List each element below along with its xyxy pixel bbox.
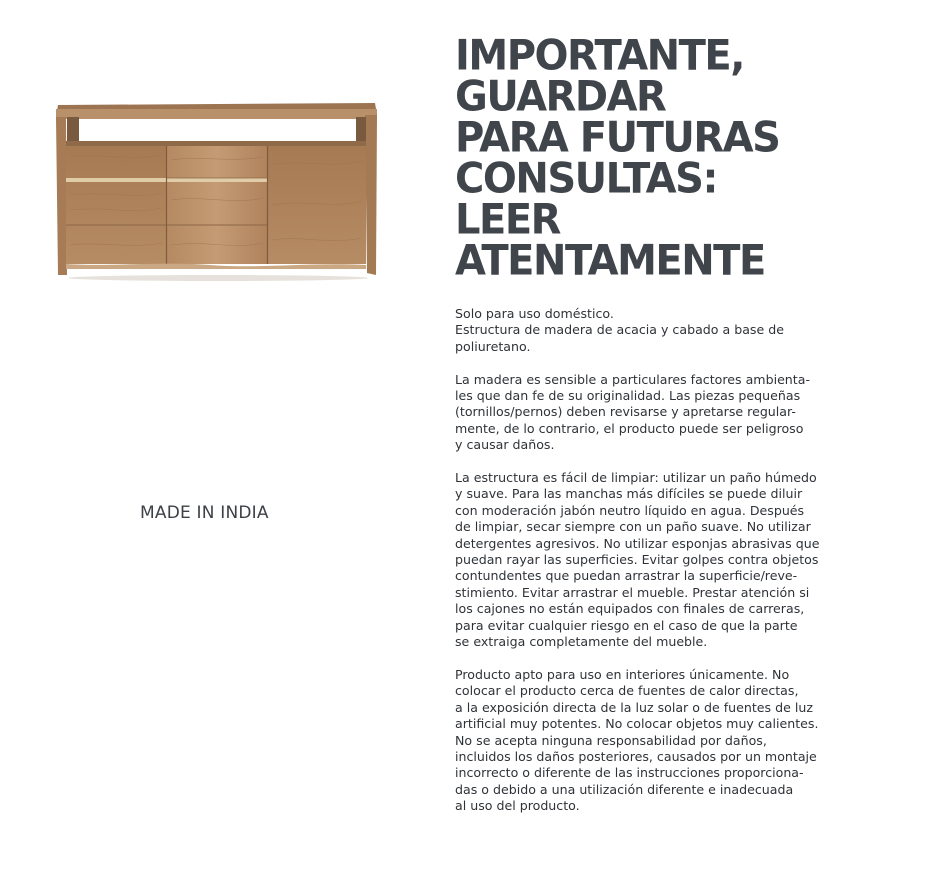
title-line: LEER xyxy=(455,195,560,244)
text-line: artificial muy potentes. No colocar objetos muy calientes. xyxy=(455,716,819,732)
text-line: incorrecto o diferente de las instrucciones proporciona- xyxy=(455,765,804,781)
text-line: detergentes agresivos. No utilizar esponjas abrasivas que xyxy=(455,535,820,551)
made-in-label: MADE IN INDIA xyxy=(140,503,269,523)
page-title xyxy=(455,31,935,285)
text-line: La madera es sensible a particulares factores ambienta- xyxy=(455,371,810,387)
text-line: con moderación jabón neutro líquido en agua. Después xyxy=(455,502,805,518)
text-line: se extraiga completamente del mueble. xyxy=(455,634,708,650)
paragraph-cleaning xyxy=(455,470,865,650)
text-line: poliuretano. xyxy=(455,338,531,354)
text-line: No se acepta ninguna responsabilidad por daños, xyxy=(455,732,767,748)
text-line: y causar daños. xyxy=(455,437,555,453)
text-line: colocar el producto cerca de fuentes de calor directas, xyxy=(455,683,799,699)
text-line: incluidos los daños posteriores, causados por un montaje xyxy=(455,748,817,764)
text-line: a la exposición directa de la luz solar o de fuentes de luz xyxy=(455,699,813,715)
text-line: La estructura es fácil de limpiar: utilizar un paño húmedo xyxy=(455,470,817,486)
title-line: PARA FUTURAS xyxy=(455,113,780,162)
text-line: les que dan fe de su originalidad. Las piezas pequeñas xyxy=(455,388,801,404)
paragraph-wood-sensitivity xyxy=(455,372,865,454)
title-line: CONSULTAS: xyxy=(455,154,717,203)
text-line: para evitar cualquier riesgo en el caso de que la parte xyxy=(455,617,798,633)
title-line: IMPORTANTE, xyxy=(455,31,744,81)
title-line: GUARDAR xyxy=(455,72,666,122)
text-line: al uso del producto. xyxy=(455,798,580,814)
title-line: ATENTAMENTE xyxy=(455,236,765,285)
text-line: puedan rayar las superficies. Evitar golpes contra objetos xyxy=(455,552,819,568)
sideboard-product-image xyxy=(50,95,385,285)
text-line: Estructura de madera de acacia y cabado a base de xyxy=(455,322,784,338)
text-line: Solo para uso doméstico. xyxy=(455,306,614,321)
text-line: de limpiar, secar siempre con un paño suave. No utilizar xyxy=(455,519,811,535)
text-line: mente, de lo contrario, el producto puede ser peligroso xyxy=(455,420,804,436)
text-line: stimiento. Evitar arrastrar el mueble. Prestar atención si xyxy=(455,584,810,600)
text-line: los cajones no están equipados con finales de carreras, xyxy=(455,601,805,617)
paragraph-indoor-use xyxy=(455,667,865,815)
paragraph-domestic-use xyxy=(455,306,865,355)
text-line: y suave. Para las manchas más difíciles se puede diluir xyxy=(455,486,803,502)
instructions-body xyxy=(455,306,865,831)
text-line: contundentes que puedan arrastrar la superficie/reve- xyxy=(455,568,798,584)
text-line: das o debido a una utilización diferente e inadecuada xyxy=(455,781,794,797)
text-line: Producto apto para uso en interiores únicamente. No xyxy=(455,666,790,682)
text-line: (tornillos/pernos) deben revisarse y apretarse regular- xyxy=(455,404,796,420)
